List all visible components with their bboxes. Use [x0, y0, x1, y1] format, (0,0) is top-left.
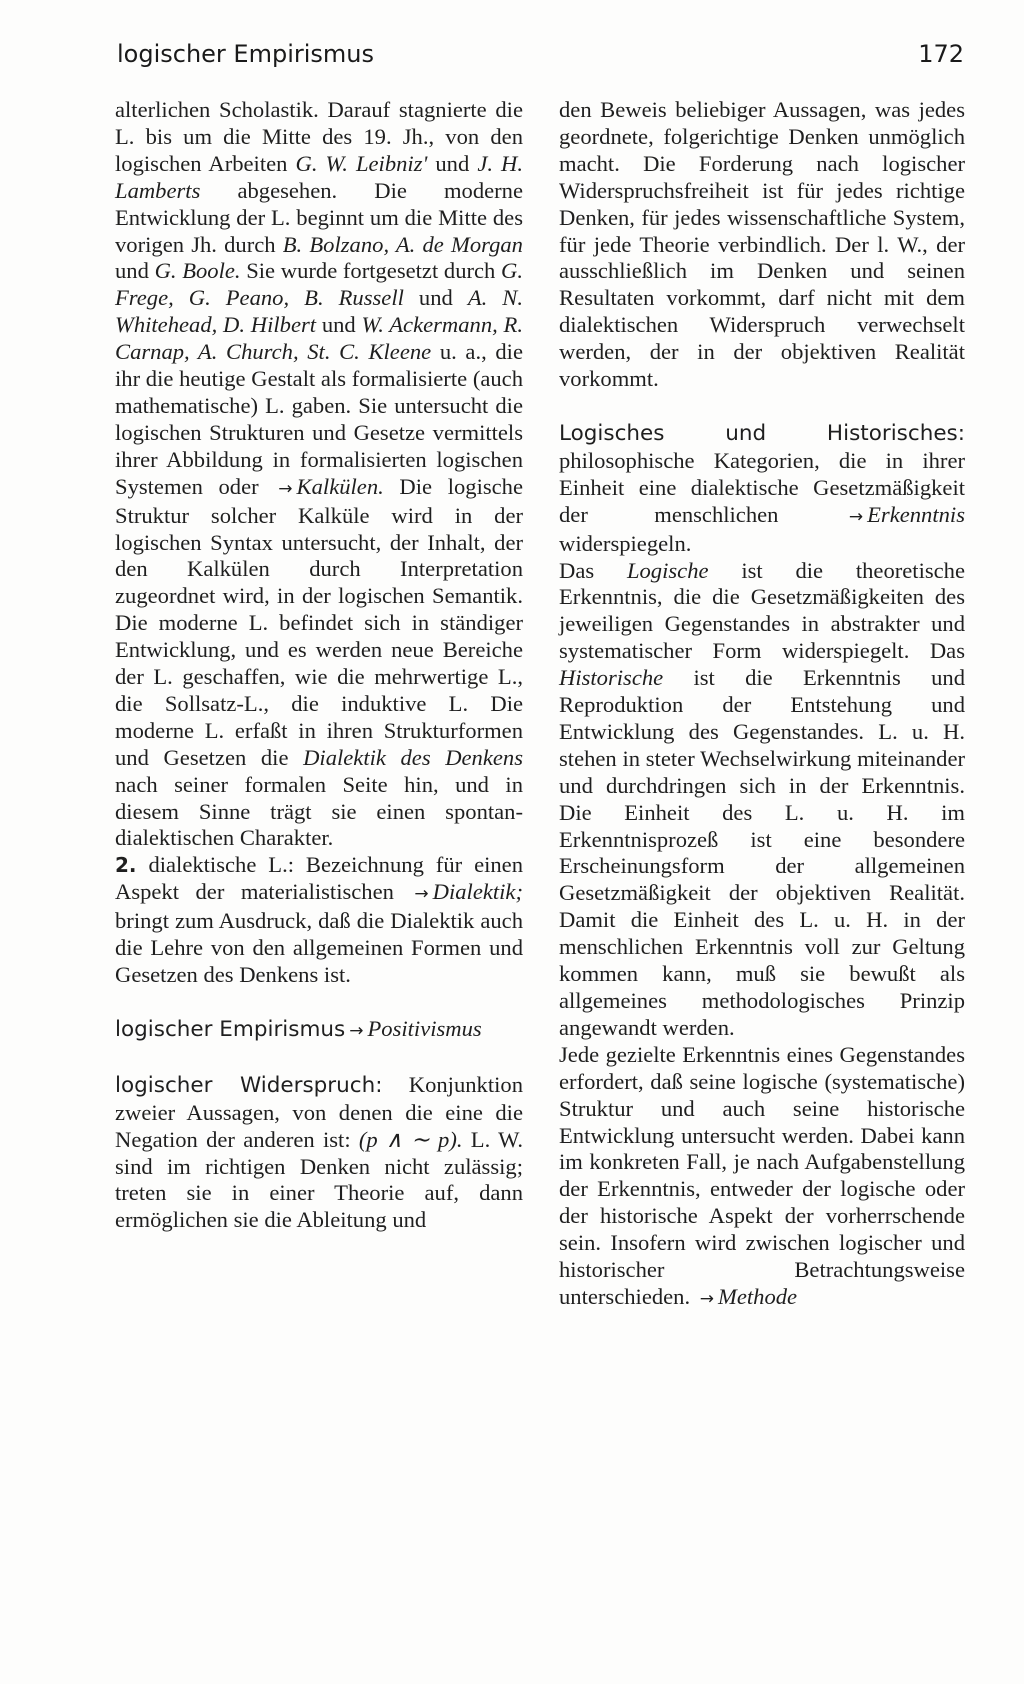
entry-logisches-und-historisches [559, 420, 965, 558]
person-name: G. Frege, G. Peano, B. Russell [115, 258, 523, 311]
cross-reference-arrow-icon: → [848, 506, 864, 527]
page-number: 172 [918, 40, 964, 68]
entry-headword: logischer Widerspruch: [115, 1072, 383, 1098]
text-run: abgesehen. Die moderne Entwicklung der L. beginnt um die Mitte des vorigen Jh. durch [115, 177, 523, 257]
entry-spacer [115, 1045, 523, 1072]
text-run: widerspiegeln. [559, 530, 692, 556]
person-name: J. H. Lamberts [115, 150, 524, 203]
left-column [115, 97, 523, 1234]
paragraph-logische-historische [559, 558, 965, 1042]
paragraph-logic-history [115, 97, 523, 852]
term-logische: Logische [626, 557, 709, 583]
cross-reference-arrow-icon: → [699, 1288, 715, 1309]
text-run: bringt zum Ausdruck, daß die Dialektik auch die Lehre von den allgemeinen Formen und Gesetzen des Denkens ist. [115, 908, 523, 987]
cross-reference-erkenntnis[interactable]: Erkenntnis [867, 501, 965, 527]
text-run: Konjunktion zweier Aussagen, von denen die eine die Negation der anderen ist: [115, 1071, 523, 1152]
cross-reference-arrow-icon: → [278, 478, 293, 499]
text-run: Sie wurde fortgesetzt durch [240, 258, 502, 284]
text-run: und [316, 312, 362, 338]
person-name: B. Bolzano, A. de Morgan [282, 231, 523, 257]
text-run: und [427, 150, 478, 176]
entry-headword: Logisches und Historisches: [559, 420, 965, 446]
cross-reference-methode[interactable]: Methode [718, 1283, 798, 1309]
running-head-word: logischer Empirismus [117, 40, 375, 68]
entry-spacer [115, 989, 523, 1016]
cross-reference-arrow-icon: → [349, 1020, 364, 1041]
person-name: A. N. Whitehead, D. Hilbert [115, 285, 523, 338]
text-run: Jede gezielte Erkenntnis eines Gegenstandes erfordert, daß seine logische (systematische) Struktur und auch seine historische Entwicklung untersucht werden. Dabei kann im konkreten Fall, je nach Aufgabenstellung der Erkenntnis, entweder der logische oder der historische Aspekt der vorherrschende sein. Insofern wird zwischen logischer und historischer Betrachtungsweise unterschieden. [559, 1041, 965, 1309]
text-run: Die logische Struktur solcher Kalküle wird in der logischen Syntax untersucht, der Inhalt, der den Kalkülen durch Interpretation zugeordnet wird, in der logischen Semantik. Die moderne L. befindet sich in ständiger Entwicklung, und es werden neue Bereiche der L. geschaffen, wie die mehrwertige L., die Sollsatz-L., die induktive L. Die moderne L. erfaßt in ihren Strukturformen und Gesetzen die [115, 473, 523, 770]
term-dialektik-des-denkens: Dialektik des Denkens [303, 744, 524, 770]
running-head [117, 40, 964, 80]
cross-reference-arrow-icon: → [414, 884, 429, 905]
cross-reference-dialektik[interactable]: Dialektik; [432, 879, 523, 905]
text-run: L. W. sind im richtigen Denken nicht zulässig; treten sie in einer Theorie auf, dann ermöglichen sie die Ableitung und [115, 1126, 523, 1233]
person-name: G. W. Leibniz' [295, 150, 428, 176]
entry-logischer-empirismus [115, 1016, 523, 1045]
formula: (p ∧ ∼ p). [358, 1126, 463, 1152]
term-historische: Historische [559, 665, 664, 691]
sense-number: 2. [115, 853, 137, 878]
entry-logischer-widerspruch [115, 1072, 523, 1234]
paragraph-widerspruch-continued: den Beweis beliebiger Aussagen, was jedes geordnete, folgerichtige Denken unmöglich macht. Die Forderung nach logischer Widerspruchsfreiheit ist für jedes richtige Denken, für jedes wissenschaftliche System, für jede Theorie verbindlich. Der l. W., der ausschließlich im Denken und seinen Resultaten vorkommt, darf nicht mit dem dialektischen Widerspruch verwechselt werden, der in der objektiven Realität vorkommt. [559, 97, 965, 392]
cross-reference-positivismus[interactable]: Positivismus [367, 1015, 482, 1041]
text-run: dialektische L.: Bezeichnung für einen Aspekt der materialistischen [115, 852, 523, 905]
entry-spacer [559, 393, 965, 420]
paragraph-gezielte-erkenntnis [559, 1042, 965, 1313]
cross-reference-kalkuelen[interactable]: Kalkülen. [296, 473, 384, 499]
text-run: ist die theoretische Erkenntnis, die die Gesetzmäßigkeiten des jeweiligen Gegenstandes in abstrakter und systematischer Form widerspiegelt. Das [559, 557, 965, 664]
text-run: und [115, 258, 155, 284]
entry-headword: logischer Empirismus [115, 1016, 346, 1042]
text-run: und [403, 285, 468, 311]
text-run: u. a., die ihr die heutige Gestalt als formalisierte (auch mathematische) L. gaben. Sie untersucht die logischen Strukturen und Gesetze vermittels ihrer Abbildung in formalisierten logischen Systemen oder [115, 339, 523, 499]
text-run: alterlichen Scholastik. Darauf stagnierte die L. bis um die Mitte des 19. Jh., von den logischen Arbeiten [115, 97, 523, 176]
paragraph-dialectical-logic [115, 852, 523, 989]
text-run: nach seiner formalen Seite hin, und in diesem Sinne trägt sie einen spontan-dialektischen Charakter. [115, 771, 523, 851]
text-run: ist die Erkenntnis und Reproduktion der Entstehung und Entwicklung des Gegenstandes. L. u. H. stehen in steter Wechselwirkung miteinander und durchdringen sich in der Erkenntnis. Die Einheit des L. u. H. im Erkenntnisprozeß ist eine besondere Erscheinungsform der allgemeinen Gesetzmäßigkeit der objektiven Realität. Damit die Einheit des L. u. H. in der menschlichen Erkenntnis voll zur Geltung kommen kann, muß sie bewußt als allgemeines methodologisches Prinzip angewandt werden. [559, 665, 965, 1040]
person-name: G. Boole. [154, 258, 241, 284]
text-run: Das [559, 557, 627, 583]
right-column [559, 97, 965, 1313]
person-name: W. Ackermann, R. Carnap, A. Church, St. C. Kleene [115, 312, 523, 365]
text-run: philosophische Kategorien, die in ihrer Einheit eine dialektische Gesetzmäßigkeit der menschlichen [559, 447, 965, 527]
